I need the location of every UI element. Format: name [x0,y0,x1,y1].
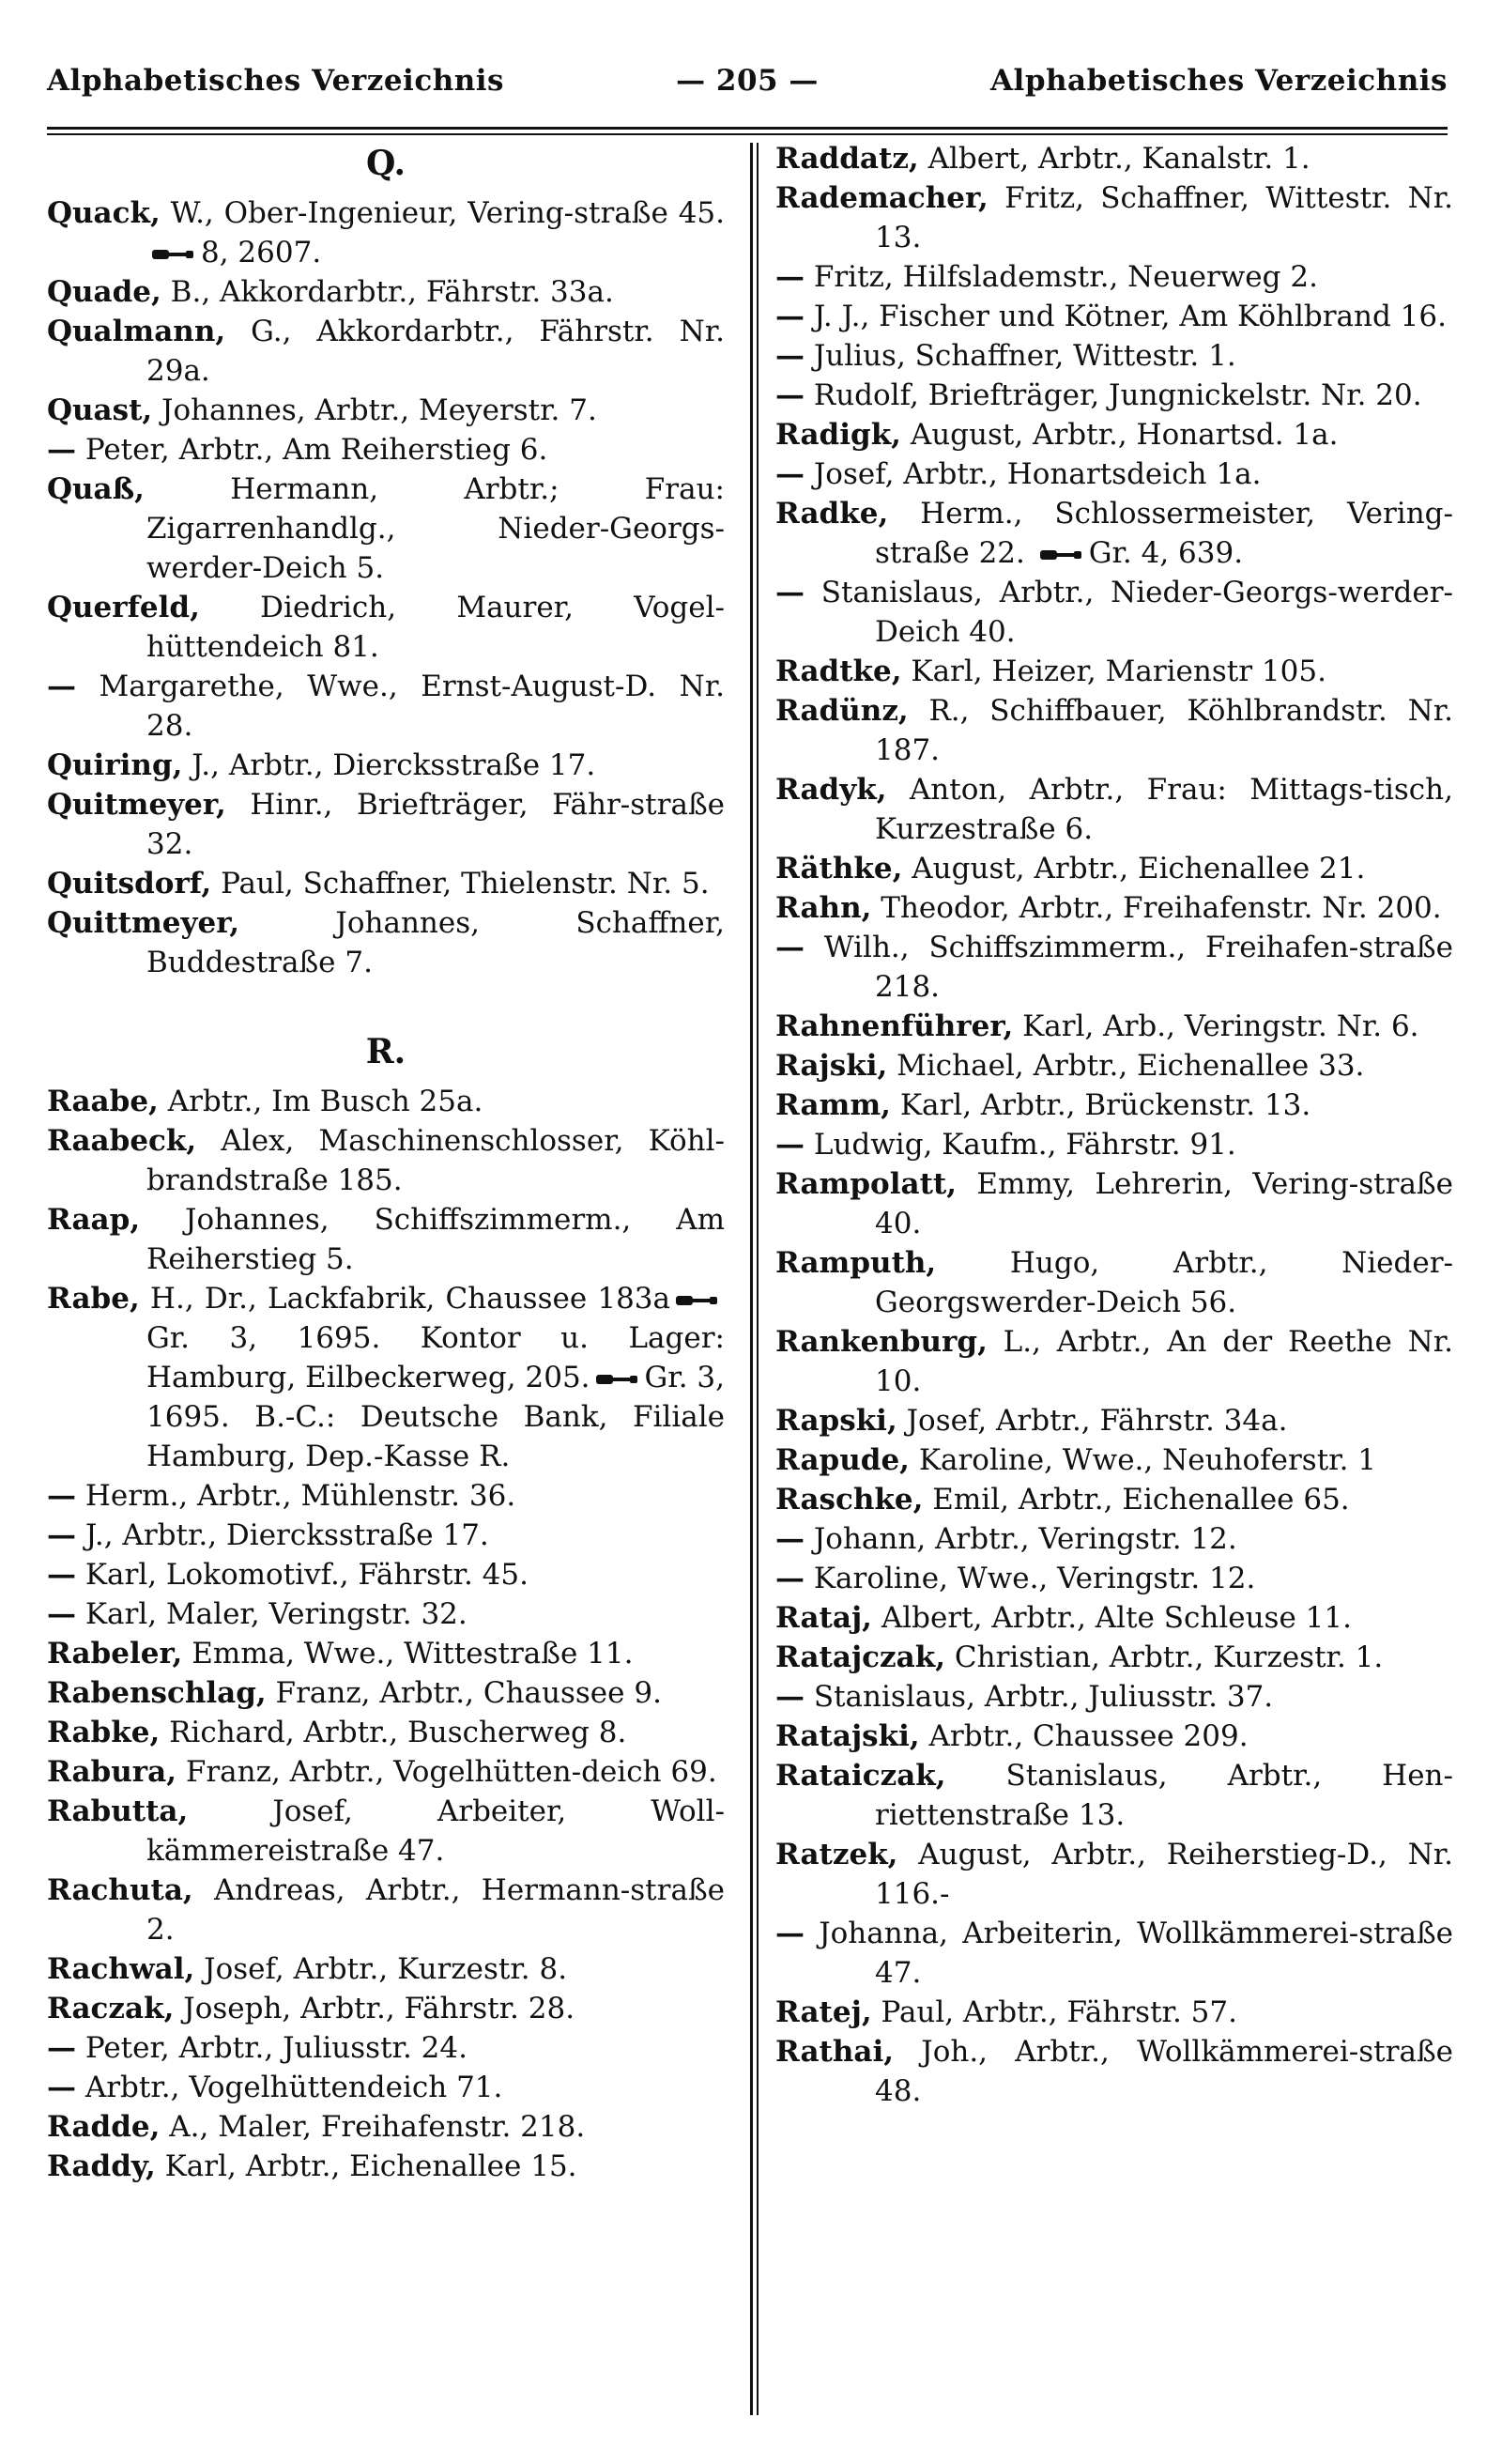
entry-name: Ramputh, [775,1246,937,1280]
entry-details: Johann, Arbtr., Veringstr. 12. [805,1522,1237,1556]
entry-details: Paul, Schaffner, Thielenstr. Nr. 5. [211,867,710,901]
entry-name: — [47,433,76,467]
directory-entry [47,1949,725,1989]
entry-details: Johanna, Arbeiterin, Wollkämmerei-straße 47. [805,1917,1453,1990]
entry-details: Diedrich, Maurer, Vogel-hüttendeich 81. [146,591,725,664]
entry-name: Rachuta, [47,1873,193,1907]
entry-details: Arbtr., Chaussee 209. [919,1719,1249,1753]
entry-details: Josef, Arbtr., Kurzestr. 8. [194,1952,568,1986]
directory-entry [775,1086,1453,1125]
directory-entry [775,928,1453,1007]
entry-name: — [775,300,805,333]
entry-name: Rabura, [47,1755,176,1789]
directory-entry [775,336,1453,376]
entry-name: Rahn, [775,891,872,925]
directory-entry [775,1993,1453,2032]
entry-details: Herm., Schlossermeister, Vering-straße 22. [875,497,1453,570]
entry-name: Raap, [47,1203,141,1237]
entry-details: Alex, Maschinenschlosser, Köhl-brandstraße 185. [146,1124,725,1197]
directory-entry [775,573,1453,652]
directory-entry [775,1125,1453,1164]
entry-name: Quiring, [47,748,183,782]
entry-name: Quitsdorf, [47,867,212,901]
directory-entry [47,470,725,588]
directory-entry [775,1164,1453,1243]
directory-entry [47,1555,725,1594]
directory-entry [47,746,725,785]
entry-details: Karl, Arb., Veringstr. Nr. 6. [1013,1009,1419,1043]
entry-name: Raddatz, [775,142,919,176]
entry-name: Rademacher, [775,181,989,215]
entry-details: J., Arbtr., Diercksstraße 17. [76,1518,489,1552]
directory-entry [775,454,1453,494]
entry-name: — [775,457,805,491]
directory-entry [47,2028,725,2068]
directory-entry [47,1516,725,1555]
directory-entry [775,1756,1453,1835]
entry-details: Margarethe, Wwe., Ernst-August-D. Nr. 28. [76,670,725,743]
entry-name: — [47,1518,76,1552]
directory-entry [47,272,725,312]
entry-name: Radigk, [775,418,901,452]
page-number: — 205 — [676,64,819,98]
entry-name: Rahnenführer, [775,1009,1014,1043]
entry-name: Ratajski, [775,1719,920,1753]
directory-entry [47,2147,725,2186]
directory-entry [775,1638,1453,1677]
entry-details: Hinr., Briefträger, Fähr-straße 32. [146,788,725,861]
entry-details: Karl, Arbtr., Eichenallee 15. [155,2149,577,2183]
directory-entry [47,1279,725,1476]
directory-entry [47,1082,725,1121]
entry-name: Radke, [775,497,889,531]
entry-details: Karl, Maler, Veringstr. 32. [76,1597,467,1631]
entry-details: Josef, Arbtr., Honartsdeich 1a. [805,457,1262,491]
entry-name: Rachwal, [47,1952,195,1986]
entry-name: — [775,1680,805,1714]
header-rule [47,127,1448,130]
entry-name: Rapude, [775,1443,910,1477]
entry-details: Hugo, Arbtr., Nieder-Georgswerder-Deich 56. [875,1246,1453,1319]
entry-name: Räthke, [775,852,903,886]
directory-entry [775,1519,1453,1559]
entry-details: Arbtr., Im Busch 25a. [158,1085,483,1118]
directory-entry [47,588,725,667]
entry-name: Ramm, [775,1088,891,1122]
entry-details: L., Arbtr., An der Reethe Nr. 10. [875,1325,1453,1398]
entry-details: August, Arbtr., Eichenallee 21. [902,852,1366,886]
entry-details: Richard, Arbtr., Buscherweg 8. [160,1716,627,1749]
r-entries-right [775,139,1453,2111]
directory-entry [47,1713,725,1752]
directory-entry [775,1914,1453,1993]
directory-entry [775,770,1453,849]
entry-phone: Gr. 3, 1695. Kontor u. Lager: Hamburg, Eilbeckerweg, 205. [146,1321,725,1394]
entry-name: Rataj, [775,1601,872,1635]
directory-entry [775,494,1453,573]
entry-name: Radünz, [775,694,909,728]
q-entries [47,193,725,982]
directory-entry [775,297,1453,336]
entry-details: Christian, Arbtr., Kurzestr. 1. [945,1640,1384,1674]
entry-details: Paul, Arbtr., Fährstr. 57. [871,1995,1237,2029]
entry-name: Raabe, [47,1085,159,1118]
entry-name: Quittmeyer, [47,906,240,940]
entry-phone: 8, 2607. [201,236,322,270]
entry-details: Stanislaus, Arbtr., Hen-riettenstraße 13. [875,1759,1453,1832]
entry-details: W., Ober-Ingenieur, Vering-straße 45. [160,196,725,230]
entry-name: — [775,378,805,412]
directory-entry [47,1594,725,1634]
entry-name: Raabeck, [47,1124,197,1158]
entry-details: Johannes, Schaffner, Buddestraße 7. [146,906,725,979]
telephone-icon [596,1373,639,1386]
entry-details: Emmy, Lehrerin, Vering-straße 40. [875,1167,1453,1240]
directory-entry [775,178,1453,257]
directory-entry [775,1835,1453,1914]
entry-details: B., Akkordarbtr., Fährstr. 33a. [161,275,614,309]
entry-name: — [775,931,805,964]
directory-entry [47,430,725,470]
entry-name: Raddy, [47,2149,156,2183]
entry-name: — [47,1597,76,1631]
entry-details: Karoline, Wwe., Neuhoferstr. 1 [909,1443,1377,1477]
directory-entry [47,193,725,272]
directory-entry [775,139,1453,178]
telephone-icon [1040,548,1083,562]
entry-details: Peter, Arbtr., Juliusstr. 24. [76,2031,467,2065]
entry-details: Albert, Arbtr., Alte Schleuse 11. [871,1601,1352,1635]
entry-name: — [47,2071,76,2104]
entry-details: Fritz, Hilfslademstr., Neuerweg 2. [805,260,1318,294]
directory-entry [47,1673,725,1713]
directory-entry [775,2032,1453,2111]
entry-name: Ratajczak, [775,1640,946,1674]
entry-name: Quade, [47,275,161,309]
directory-entry [775,1440,1453,1480]
entry-name: Rataiczak, [775,1759,946,1793]
directory-entry [47,1121,725,1200]
entry-details: Stanislaus, Arbtr., Nieder-Georgs-werder-Deich 40. [805,576,1453,649]
entry-name: Quast, [47,393,153,427]
entry-details: Karl, Lokomotivf., Fährstr. 45. [76,1558,529,1592]
entry-name: Radde, [47,2110,161,2144]
entry-name: — [47,2031,76,2065]
entry-details: Karl, Arbtr., Brückenstr. 13. [890,1088,1311,1122]
directory-entry [47,1476,725,1516]
entry-details: Michael, Arbtr., Eichenallee 33. [887,1049,1365,1083]
entry-details: Franz, Arbtr., Vogelhütten-deich 69. [176,1755,717,1789]
directory-entry [775,1243,1453,1322]
entry-name: Radyk, [775,773,887,807]
entry-name: Rapski, [775,1404,897,1438]
entry-details: Franz, Arbtr., Chaussee 9. [266,1676,662,1710]
entry-details: Albert, Arbtr., Kanalstr. 1. [918,142,1310,176]
section-letter-q: Q. [365,144,406,183]
entry-name: Rabe, [47,1282,140,1316]
directory-entry [775,1717,1453,1756]
entry-name: Rajski, [775,1049,888,1083]
entry-details: Emil, Arbtr., Eichenallee 65. [923,1483,1350,1517]
entry-details: Josef, Arbtr., Fährstr. 34a. [897,1404,1288,1438]
directory-entry [775,415,1453,454]
directory-entry [775,1480,1453,1519]
directory-entry [775,1677,1453,1717]
directory-entry [775,376,1453,415]
directory-entry [47,1792,725,1871]
directory-entry [47,2107,725,2147]
directory-entry [47,1752,725,1792]
entry-name: — [47,670,76,703]
entry-name: Rathai, [775,2035,895,2069]
entry-name: Rankenburg, [775,1325,988,1359]
entry-details: Arbtr., Vogelhüttendeich 71. [76,2071,503,2104]
directory-entry [47,1634,725,1673]
entry-details: Hermann, Arbtr.; Frau: Zigarrenhandlg., Nieder-Georgs-werder-Deich 5. [144,472,725,585]
directory-entry [775,1007,1453,1046]
entry-name: Quack, [47,196,161,230]
entry-details: H., Dr., Lackfabrik, Chaussee 183a [139,1282,670,1316]
entry-details: Joseph, Arbtr., Fährstr. 28. [174,1992,575,2025]
entry-name: Rampolatt, [775,1167,958,1201]
entry-details: August, Arbtr., Honartsd. 1a. [900,418,1339,452]
entry-name: Raschke, [775,1483,924,1517]
directory-entry [47,903,725,982]
directory-entry [775,652,1453,691]
entry-details: Johannes, Schiffszimmerm., Am Reiherstieg 5. [140,1203,725,1276]
entry-details: A., Maler, Freihafenstr. 218. [160,2110,586,2144]
entry-name: — [775,260,805,294]
directory-entry [775,257,1453,297]
entry-details: Stanislaus, Arbtr., Juliusstr. 37. [805,1680,1274,1714]
header-left-title: Alphabetisches Verzeichnis [47,64,505,98]
directory-entry [775,1598,1453,1638]
entry-details: Fritz, Schaffner, Wittestr. Nr. 13. [875,181,1453,254]
directory-entry [47,2068,725,2107]
entry-details: Rudolf, Briefträger, Jungnickelstr. Nr. 20. [805,378,1422,412]
entry-name: Ratzek, [775,1838,898,1871]
entry-details: R., Schiffbauer, Köhlbrandstr. Nr. 187. [875,694,1453,767]
directory-entry [47,864,725,903]
directory-entry [775,691,1453,770]
entry-name: — [775,339,805,373]
entry-details: Ludwig, Kaufm., Fährstr. 91. [805,1128,1236,1162]
header-right-title: Alphabetisches Verzeichnis [989,64,1448,98]
entry-name: Qualmann, [47,315,226,348]
entry-name: Rabutta, [47,1794,189,1828]
directory-entry [47,1871,725,1949]
entry-name: — [775,576,805,609]
entry-name: — [775,1128,805,1162]
entry-details: Theodor, Arbtr., Freihafenstr. Nr. 200. [871,891,1442,925]
page-header [47,64,1448,120]
column-divider [757,143,759,2415]
entry-details: August, Arbtr., Reiherstieg-D., Nr. 116.- [875,1838,1453,1911]
entry-details: Herm., Arbtr., Mühlenstr. 36. [76,1479,516,1513]
directory-entry [47,1989,725,2028]
directory-entry [47,1200,725,1279]
directory-entry [47,312,725,391]
entry-phone: Gr. 4, 639. [1088,536,1244,570]
entry-details: Peter, Arbtr., Am Reiherstieg 6. [76,433,548,467]
entry-name: Rabke, [47,1716,161,1749]
directory-entry [775,1401,1453,1440]
entry-name: Rabeler, [47,1637,183,1671]
section-spacer [47,982,725,1018]
directory-entry [775,1322,1453,1401]
entry-name: Querfeld, [47,591,200,624]
entry-name: — [47,1479,76,1513]
entry-details: J., Arbtr., Diercksstraße 17. [182,748,596,782]
left-column [47,139,725,2186]
entry-name: Quitmeyer, [47,788,226,822]
entry-name: Ratej, [775,1995,872,2029]
entry-details: Josef, Arbeiter, Woll-kämmereistraße 47. [146,1794,725,1868]
entry-name: Quaß, [47,472,145,506]
directory-entry [775,849,1453,888]
right-column [775,139,1453,2111]
directory-entry [47,391,725,430]
entry-details: Wilh., Schiffszimmerm., Freihafen-straße 218. [805,931,1453,1004]
entry-name: — [775,1917,805,1950]
entry-details: Karoline, Wwe., Veringstr. 12. [805,1562,1256,1595]
entry-details: Karl, Heizer, Marienstr 105. [901,654,1326,688]
column-divider [750,143,753,2415]
directory-entry [47,667,725,746]
entry-phone: Gr. 3, 1695. B.-C.: Deutsche Bank, Filiale Hamburg, Dep.-Kasse R. [146,1361,725,1473]
entry-name: Raczak, [47,1992,175,2025]
telephone-icon [152,248,195,261]
entry-details: G., Akkordarbtr., Fährstr. Nr. 29a. [146,315,725,388]
entry-details: Andreas, Arbtr., Hermann-straße 2. [146,1873,725,1947]
entry-name: — [47,1558,76,1592]
r-entries-left [47,1082,725,2186]
entry-details: J. J., Fischer und Kötner, Am Köhlbrand 16. [805,300,1447,333]
directory-entry [775,888,1453,928]
section-letter-r: R. [365,1032,406,1071]
entry-details: Emma, Wwe., Wittestraße 11. [182,1637,634,1671]
directory-entry [47,785,725,864]
entry-details: Joh., Arbtr., Wollkämmerei-straße 48. [875,2035,1453,2108]
entry-details: Julius, Schaffner, Wittestr. 1. [805,339,1236,373]
entry-name: Rabenschlag, [47,1676,267,1710]
entry-name: Radtke, [775,654,902,688]
entry-details: Johannes, Arbtr., Meyerstr. 7. [152,393,597,427]
telephone-icon [676,1294,719,1307]
entry-details: Anton, Arbtr., Frau: Mittags-tisch, Kurzestraße 6. [875,773,1453,846]
entry-name: — [775,1522,805,1556]
entry-name: — [775,1562,805,1595]
header-rule [47,133,1448,135]
directory-entry [775,1046,1453,1086]
directory-entry [775,1559,1453,1598]
